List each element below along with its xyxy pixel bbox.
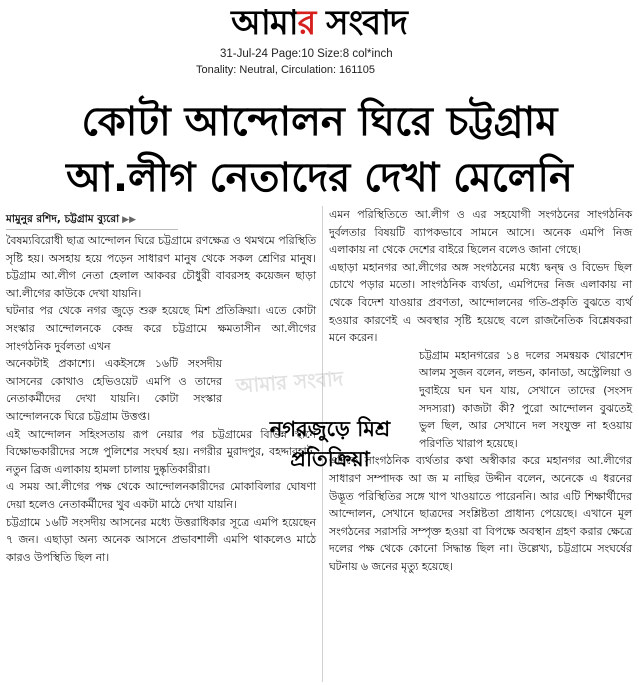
- headline-line1: কোটা আন্দোলন ঘিরে চট্টগ্রাম: [81, 99, 558, 145]
- paragraph: অনেকটাই প্রকাশ্যে। একইসঙ্গে ১৬টি সংসদীয় আসনের কোথাও হেভিওয়েট এমপি ও তাদের নেতাকর্মীদের দেখা যায়নি। কোটা সংস্কার আন্দোলনকে ঘিরে চট্টগ্রাম উত্তপ্ত।: [6, 357, 222, 423]
- paragraph: এমন পরিস্থিতিতে আ.লীগ ও এর সহযোগী সংগঠনের সাংগঠনিক দুর্বলতার বিষয়টি ব্যাপকভাবে সামনে আসে। অনেক এমপি নিজ এলাকায় না থেকে দেশের বাইরে ছিলেন বলেও জানা গেছে।: [329, 208, 632, 257]
- byline: [6, 210, 178, 230]
- paragraph: ঘটনার পর থেকে নগর জুড়ে শুরু হয়েছে মিশ প্রতিক্রিয়া। এতে কোটা সংস্কার আন্দোলনকে কেন্দ্র করে চট্টগ্রামে ক্ষমতাসীন আ.লীগের সাংগঠনিক দুর্বলতা এখন: [6, 304, 316, 353]
- clipping-meta-line2: Tonality: Neutral, Circulation: 161105: [196, 64, 375, 76]
- paragraph: বৈষম্যবিরোধী ছাত্র আন্দোলন ঘিরে চট্টগ্রামে রণক্ষেত্র ও থমথমে পরিস্থিতি সৃষ্টি হয়। অসহায় হয়ে পড়েন সাধারণ মানুষ থেকে সকল শ্রেণির মানুষ। চট্টগ্রাম আ.লীগ নেতা হেলাল আকবর চৌধুরী বাবরসহ কয়েজন ছাড়া আ.লীগের কাউকে দেখা যায়নি।: [6, 234, 316, 300]
- article-right-column: [329, 206, 632, 575]
- paragraph: এদিকে সাংগঠনিক ব্যর্থতার কথা অস্বীকার করে মহানগর আ.লীগের সাধারণ সম্পাদক আ জ ম নাছির উদ্দীন বলেন, অনেকে এ ধরনের উদ্ভূত পরিস্থিতির সঙ্গে খাপ খাওয়াতে পারেননি। আর এটি শিক্ষার্থীদের আন্দোলন, সেখানে ছাত্রদের সংশ্লিষ্টতা প্রাধান্য পেয়েছে। এখানে মূল সংগঠনের সরাসরি সম্পৃক্ত হওয়া বা বিপক্ষে অবস্থান গ্রহণ করার ক্ষেত্রে দলের পক্ষ থেকে কোনো সিদ্ধান্ত ছিল না। উল্লেখ্য, চট্টগ্রামে সংঘর্ষের ঘটনায় ৬ জনের মৃত্যু হয়েছে।: [329, 454, 632, 573]
- byline-arrows-icon: ▶▶: [122, 215, 137, 225]
- subheadline: [232, 414, 428, 474]
- newspaper-logo: [186, 2, 452, 44]
- headline-line2: আ.লীগ নেতাদের দেখা মেলেনি: [66, 155, 573, 201]
- paragraph: এছাড়া মহানগর আ.লীগের অঙ্গ সংগঠনের মধ্যে দ্বন্দ্ব ও বিভেদ ছিল চোখে পড়ার মতো। সাংগঠনিক ব্যর্থতা, এমপিদের নিজ এলাকায় না থেকে বিদেশ যাওয়ার প্রবণতা, আন্দোলনের গতি-প্রকৃতি বুঝতে ব্যর্থ হওয়ার কারণেই এ অবস্থার সৃষ্টি হয়েছে বলে রাজনৈতিক বিশ্লেষকরা মনে করেন।: [329, 260, 632, 345]
- article-left-column: [6, 210, 316, 566]
- paragraph: চট্টগ্রামে ১৬টি সংসদীয় আসনের মধ্যে উত্তরাধিকার সূত্রে এমপি হয়েছেন ৭ জন। এছাড়া অন্য অনেক আসনে প্রভাবশালী এমপি থাকলেও মাঠে কারও উপস্থিতি ছিল না।: [6, 515, 316, 564]
- paragraph: এই আন্দোলন সহিংসতায় রূপ নেয়ার পর চট্টগ্রামের বিভিন্ন স্থানে বিক্ষোভকারীদের সঙ্গে পুলিশের সংঘর্ষ হয়। নগরীর মুরাদপুর, বহদ্দারহাট, নতুন ব্রিজ এলাকায় হামলা চালায় দুষ্কৃতিকারীরা।: [6, 427, 316, 476]
- logo-part-a: আমা: [231, 3, 298, 43]
- subheadline-line1: নগরজুড়ে মিশ্র: [269, 417, 391, 441]
- clipping-meta-line1: 31-Jul-24 Page:10 Size:8 col*inch: [220, 48, 393, 60]
- byline-text: মামুনুর রশিদ, চট্টগ্রাম ব্যুরো: [6, 213, 120, 225]
- paragraph: চট্টগ্রাম মহানগরের ১৪ দলের সমন্বয়ক খোরশেদ আলম সুজন বলেন, লন্ডন, কানাডা, অস্ট্রেলিয়া ও দুবাইয়ে ঘন ঘন যায়, সেখানে তাদের (সংসদ সদস্যরা) কাজটা কী? পুরো আন্দোলন বুঝতেই ভুল ছিল, আর সেখানে দল সংযুক্ত না হওয়ায় পরিণতি খারাপ হয়েছে।: [419, 348, 632, 450]
- subheadline-line2: প্রতিক্রিয়া: [290, 447, 370, 471]
- logo-part-r: র: [297, 3, 316, 43]
- watermark: আমার সংবাদ: [235, 366, 345, 398]
- masthead: [0, 0, 639, 48]
- paragraph: এ সময় আ.লীগের পক্ষ থেকে আন্দোলনকারীদের মোকাবিলার ঘোষণা দেয়া হলেও নেতাকর্মীদের খুব একটা মাঠে দেখা যায়নি।: [6, 480, 316, 511]
- logo-part-b: সংবাদ: [315, 3, 407, 43]
